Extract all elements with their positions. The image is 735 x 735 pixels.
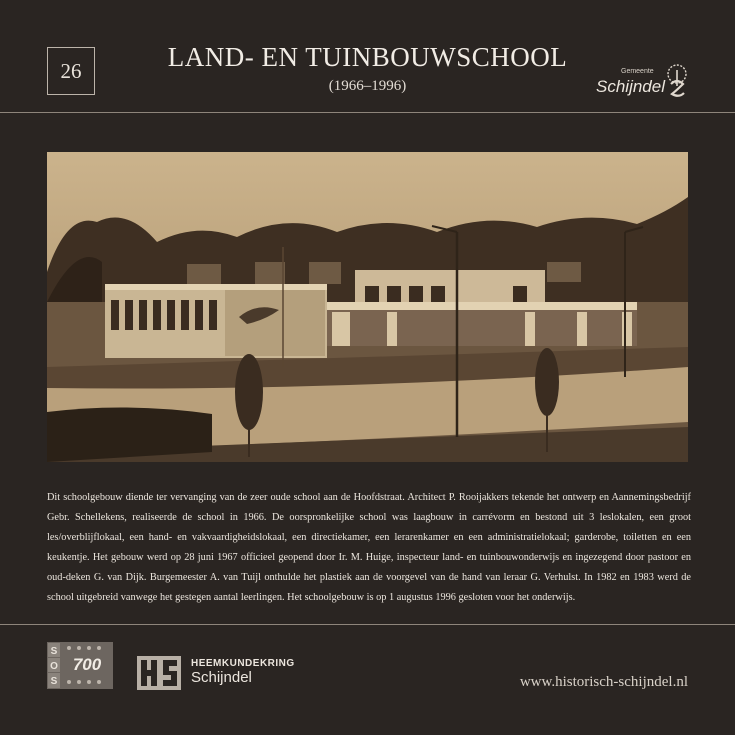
historic-school-photo <box>47 152 688 462</box>
sos-letter-s1: S <box>50 646 58 657</box>
sos-number: 700 <box>72 655 102 674</box>
sos-700-logo <box>47 642 113 689</box>
heemkundekring-title: HEEMKUNDEKRING <box>191 658 295 669</box>
footer-divider <box>0 624 735 625</box>
logo-gemeente-label: Gemeente <box>621 68 654 75</box>
page-subtitle: (1966–1996) <box>328 78 407 94</box>
page-title: LAND- EN TUINBOUWSCHOOL <box>167 42 568 72</box>
logo-schijndel-label: Schijndel <box>596 77 665 96</box>
website-url[interactable]: www.historisch-schijndel.nl <box>519 674 688 690</box>
sos-letter-o: O <box>50 661 58 672</box>
heemkundekring-hs-logo <box>137 656 181 690</box>
sos-letter-s2: S <box>50 676 58 687</box>
heemkundekring-subtitle: Schijndel <box>191 669 252 686</box>
tree-emblem-icon <box>663 64 691 100</box>
header-divider <box>0 112 735 113</box>
gemeente-schijndel-logo <box>596 62 691 104</box>
description-text: Dit schoolgebouw diende ter vervanging van de zeer oude school aan de Hoofdstraat. Architect P. Rooijakkers tekende het ontwerp en Aannemingsbedrijf Gebr. Schellekens, realiseerde de school in 1966. De oorspronkelijke school was laagbouw in carrévorm en bestond uit 3 leslokalen, een groot les/overblijflokaal, een hand- en vakvaardigheidslokaal, een directiekamer, een lerarenkamer en een administratielokaal; garderobe, toiletten en een keukentje. Het gebouw werd op 28 juni 1967 officieel geopend door Ir. M. Huige, inspecteur land- en tuinbouwonderwijs en ingezegend door pastoor en oud-deken G. van Dijk. Burgemeester A. van Tuijl onthulde het plastiek aan de voorgevel van de hand van leraar G. Verhulst. In 1982 en 1983 werd de school uitgebreid vanwege het gestegen aantal leerlingen. Het schoolgebouw is op 1 augustus 1996 gesloten voor het onderwijs. <box>47 492 691 603</box>
plaque-number: 26 <box>47 47 95 95</box>
